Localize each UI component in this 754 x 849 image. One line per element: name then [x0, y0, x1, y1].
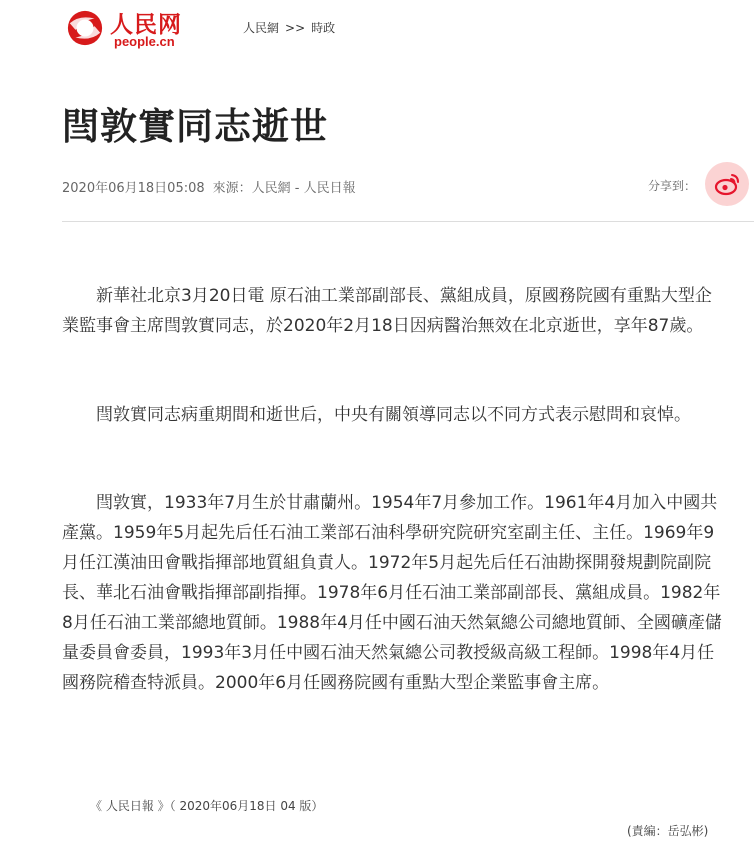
- breadcrumb-separator: >>: [285, 21, 306, 35]
- weibo-icon: [705, 162, 749, 206]
- weibo-share-button[interactable]: [705, 162, 749, 206]
- breadcrumb-home-link[interactable]: 人民網: [243, 21, 280, 35]
- header-divider: [62, 221, 754, 222]
- people-daily-logo-icon[interactable]: [66, 9, 104, 47]
- article-title: 閆敦實同志逝世: [62, 105, 328, 148]
- publish-datetime: 2020年06月18日05:08: [62, 181, 205, 196]
- article-paragraph: 閆敦實，1933年7月生於甘肅蘭州。1954年7月參加工作。1961年4月加入中國共產黨。1959年5月起先后任石油工業部石油科學研究院研究室副主任、主任。1969年9月任江漢油田會戰指揮部地質組負責人。1972年5月起先后任石油勘探開發規劃院副院長、華北石油會戰指揮部副指揮。1978年6月任石油工業部副部長、黨組成員。1982年8月任石油工業部總地質師。1988年4月任中國石油天然氣總公司總地質師、全國礦產儲量委員會委員，1993年3月任中國石油天然氣總公司教授級高級工程師。1998年4月任國務院稽查特派員。2000年6月任國務院國有重點大型企業監事會主席。: [62, 493, 722, 693]
- breadcrumb: [243, 19, 335, 36]
- share-label: 分享到：: [648, 179, 697, 193]
- logo-domain[interactable]: people.cn: [114, 34, 175, 49]
- editor-credit: (責編：岳弘彬): [627, 824, 709, 838]
- print-source: 《 人民日報 》（ 2020年06月18日 04 版）: [90, 799, 324, 813]
- logo-wordmark[interactable]: 人民网: [110, 11, 182, 38]
- breadcrumb-politics-link[interactable]: 時政: [311, 21, 336, 35]
- article-paragraph: 新華社北京3月20日電 原石油工業部副部長、黨組成員，原國務院國有重點大型企業監事會主席閆敦實同志，於2020年2月18日因病醫治無效在北京逝世，享年87歲。: [62, 286, 712, 336]
- article-source: 來源：人民網 - 人民日報: [212, 181, 356, 196]
- article-meta: [62, 177, 356, 196]
- article-paragraph: 閆敦實同志病重期間和逝世后，中央有關領導同志以不同方式表示慰問和哀悼。: [96, 405, 691, 425]
